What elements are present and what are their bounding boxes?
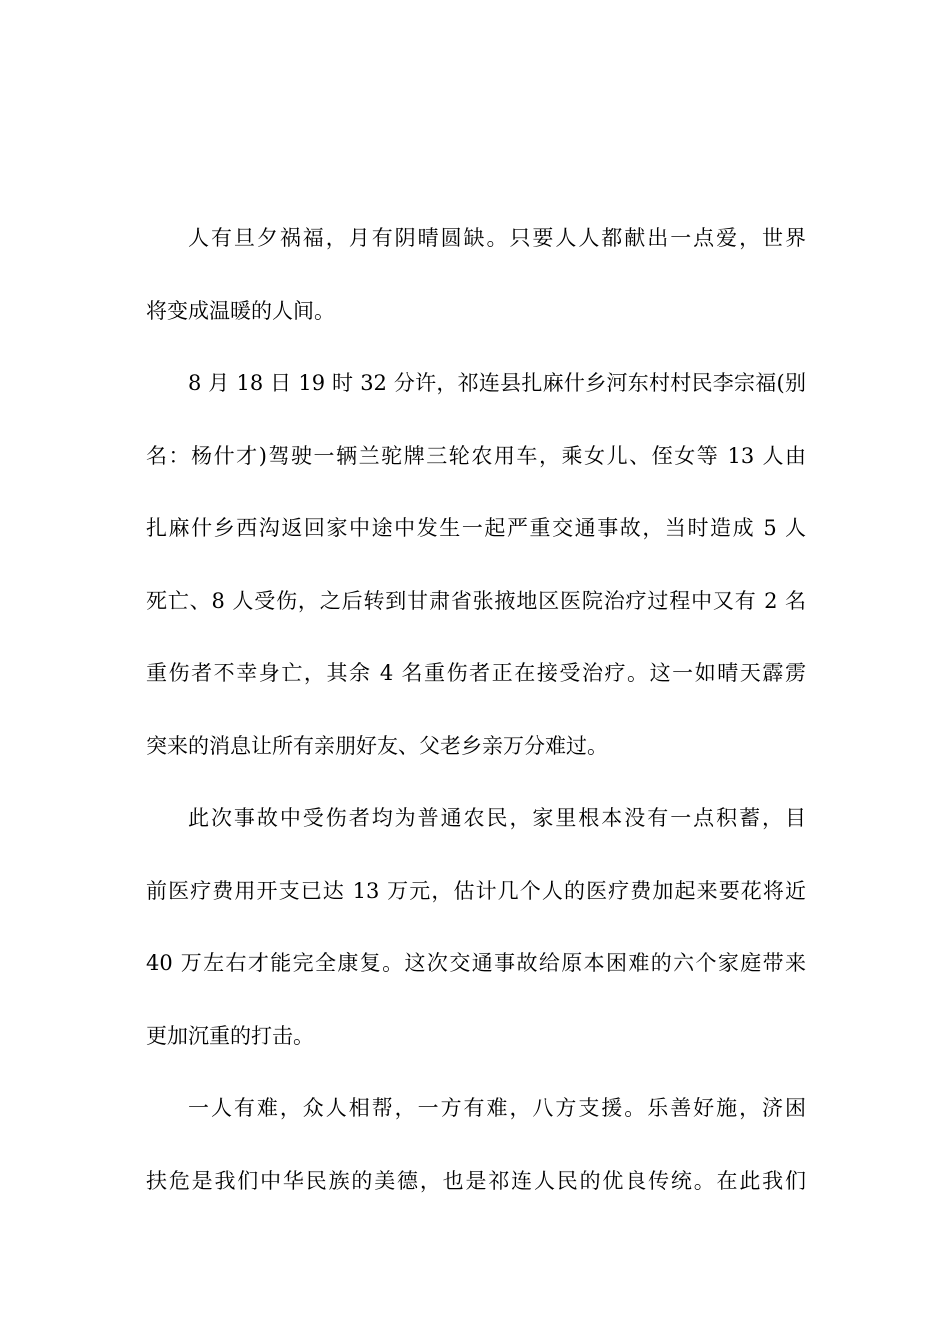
text-line: 此次事故中受伤者均为普通农民，家里根本没有一点积蓄，目 bbox=[188, 806, 806, 830]
document-body bbox=[146, 202, 806, 1217]
text-line: 前医疗费用开支已达 13 万元，估计几个人的医疗费加起来要花将近 bbox=[146, 878, 806, 903]
text-line: 名：杨什才)驾驶一辆兰驼牌三轮农用车，乘女儿、侄女等 13 人由 bbox=[146, 443, 806, 468]
text-line: 扶危是我们中华民族的美德，也是祁连人民的优良传统。在此我们 bbox=[146, 1168, 806, 1193]
text-line: 人有旦夕祸福，月有阴晴圆缺。只要人人都献出一点爱，世界 bbox=[188, 226, 806, 250]
text-line: 40 万左右才能完全康复。这次交通事故给原本困难的六个家庭带来 bbox=[146, 951, 806, 975]
text-line: 突来的消息让所有亲朋好友、父老乡亲万分难过。 bbox=[146, 733, 608, 758]
text-line: 更加沉重的打击。 bbox=[146, 1023, 314, 1048]
text-line: 扎麻什乡西沟返回家中途中发生一起严重交通事故，当时造成 5 人 bbox=[146, 516, 806, 540]
text-line: 将变成温暖的人间。 bbox=[146, 298, 335, 323]
text-line: 8 月 18 日 19 时 32 分许，祁连县扎麻什乡河东村村民李宗福(别 bbox=[188, 371, 806, 395]
text-line: 死亡、8 人受伤，之后转到甘肃省张掖地区医院治疗过程中又有 2 名 bbox=[146, 588, 806, 613]
text-line: 重伤者不幸身亡，其余 4 名重伤者正在接受治疗。这一如晴天霹雳 bbox=[146, 661, 806, 685]
text-line: 一人有难，众人相帮，一方有难，八方支援。乐善好施，济困 bbox=[188, 1096, 806, 1120]
